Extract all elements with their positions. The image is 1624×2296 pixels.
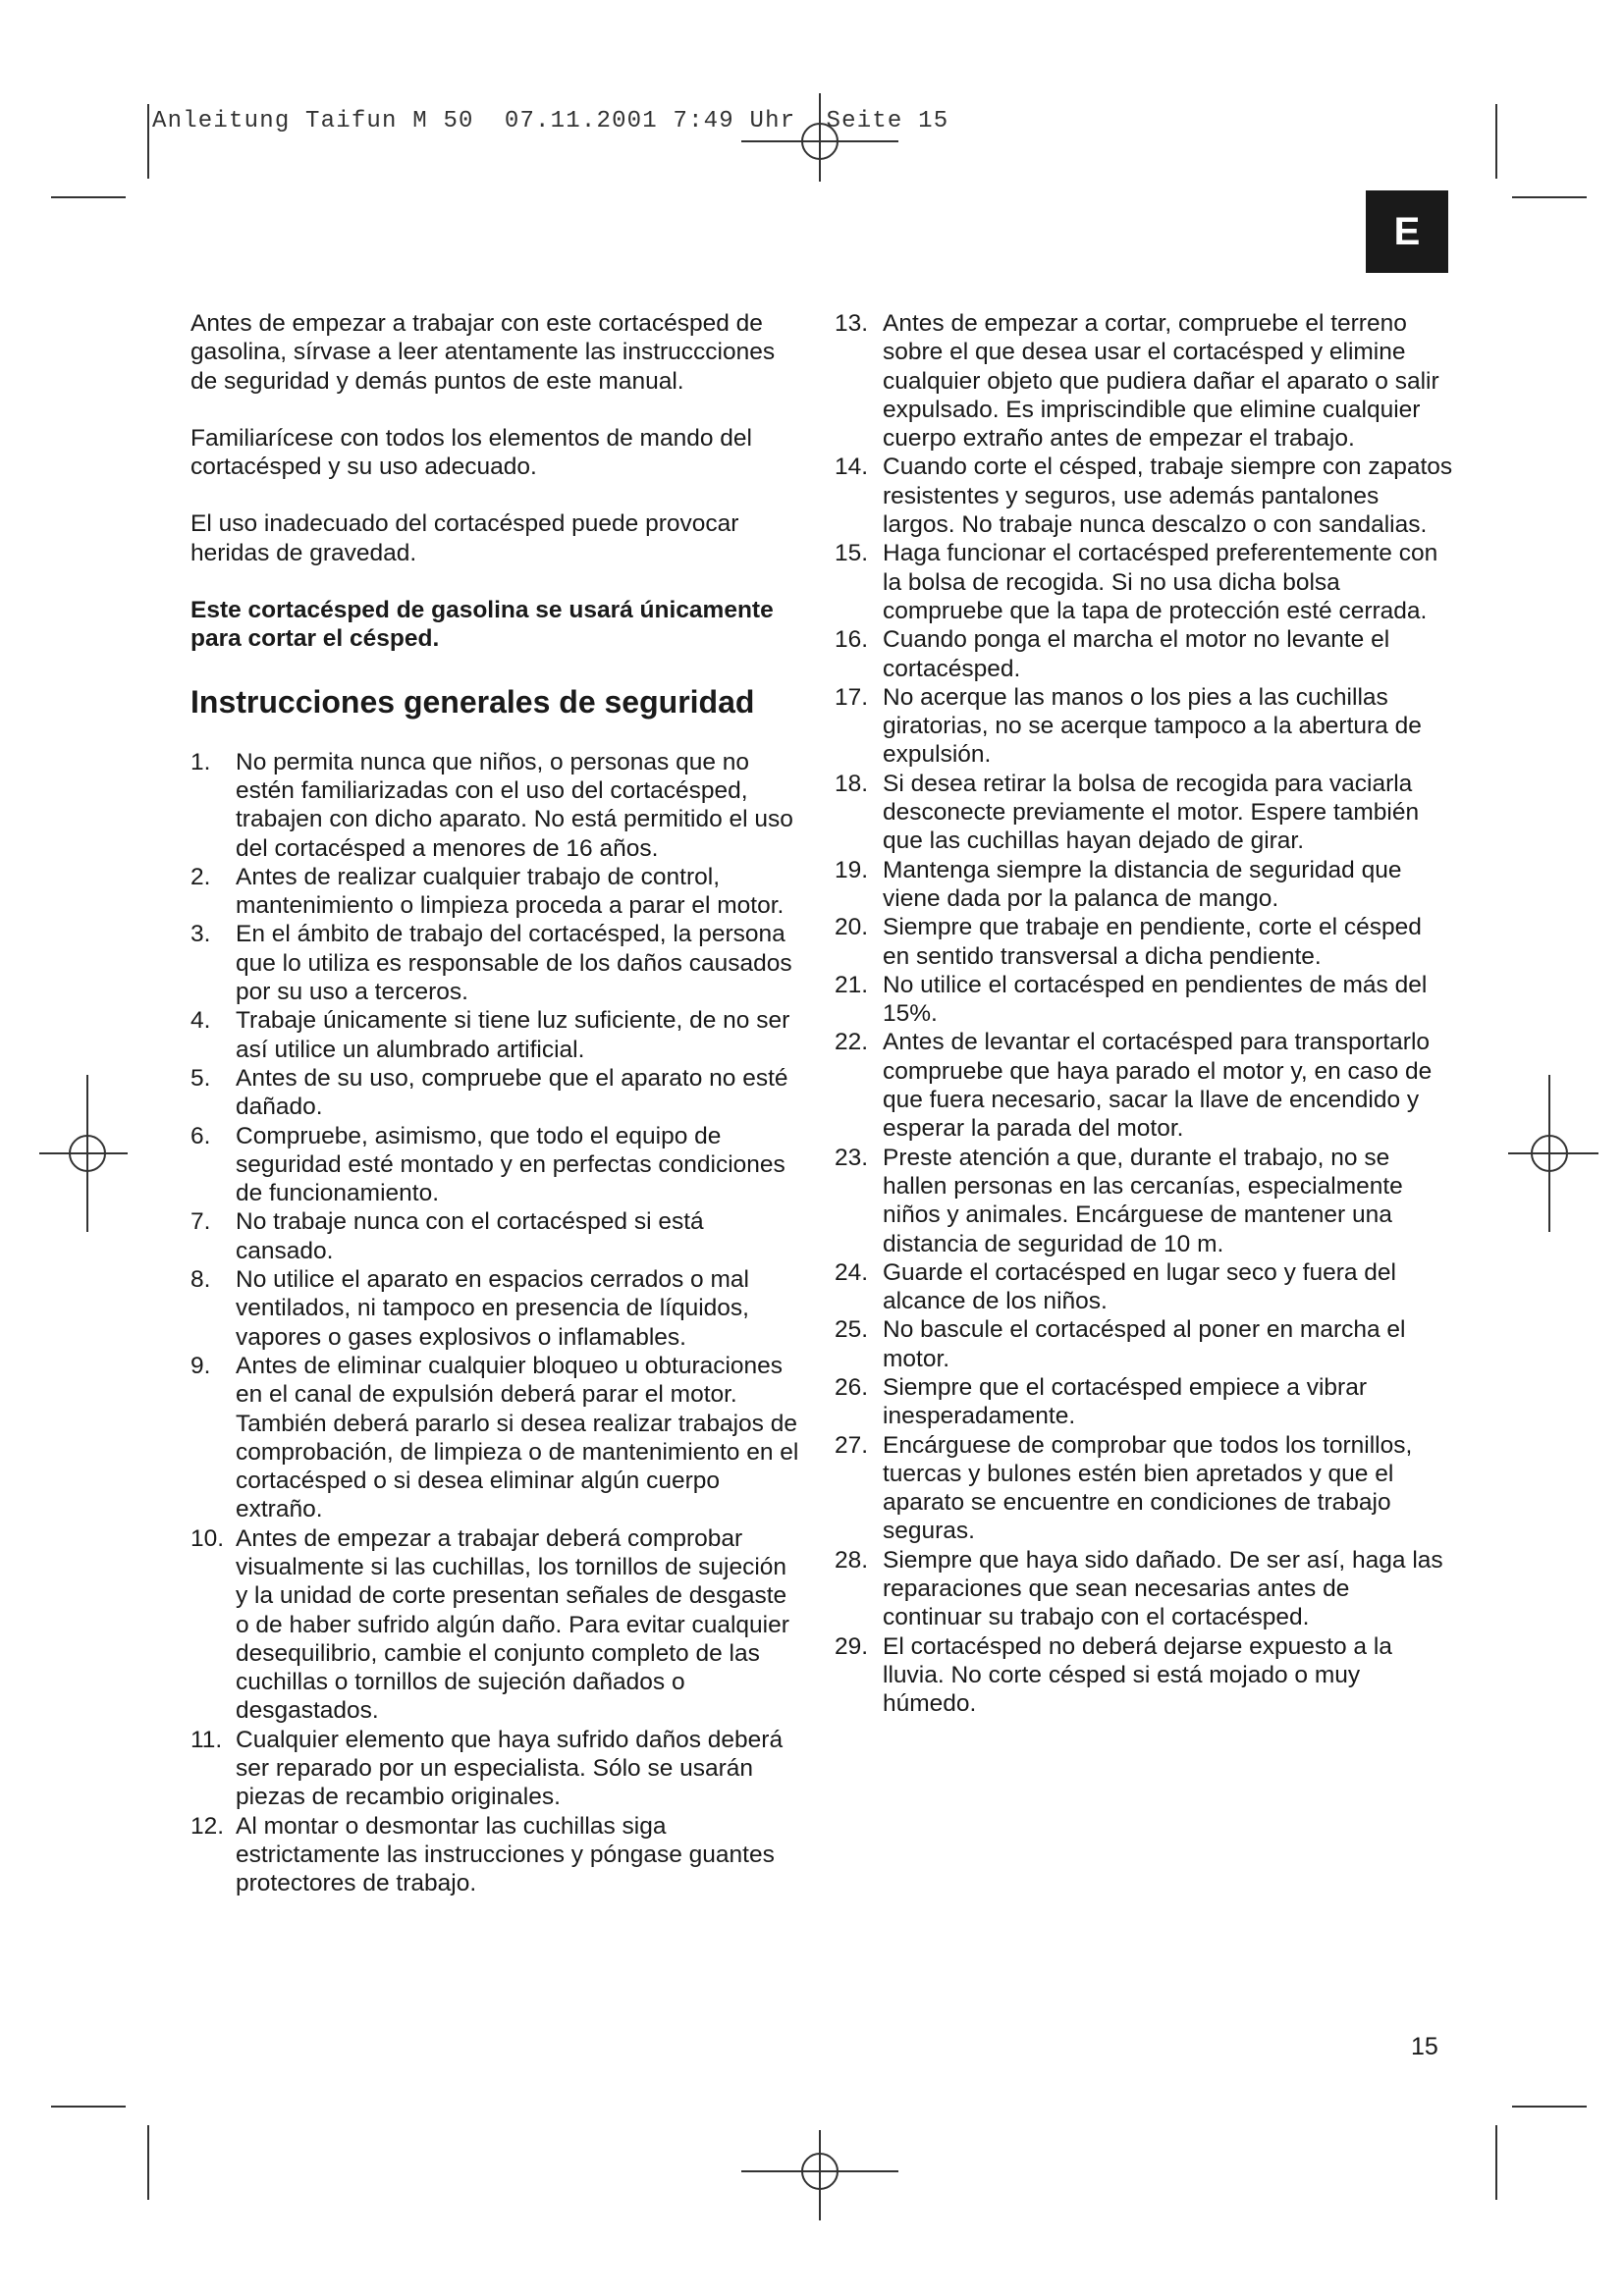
- rule-number: 7.: [190, 1208, 211, 1236]
- intro-paragraph: El uso inadecuado del cortacésped puede provocar heridas de gravedad.: [190, 510, 739, 566]
- rule-number: 22.: [835, 1029, 869, 1056]
- rule-text: Al montar o desmontar las cuchillas siga estrictamente las instrucciones y póngase guantes protectores de trabajo.: [236, 1812, 775, 1897]
- rule-text: En el ámbito de trabajo del cortacésped, la persona que lo utiliza es responsable de los daños causados por su uso a terceros.: [236, 921, 792, 1006]
- rule-text: Mantenga siempre la distancia de seguridad que viene dada por la palanca de mango.: [883, 856, 1402, 912]
- rule-number: 27.: [835, 1431, 869, 1459]
- safety-rule-item: [190, 1064, 799, 1122]
- rule-number: 18.: [835, 770, 869, 797]
- safety-rule-item: [190, 863, 799, 921]
- rule-number: 28.: [835, 1546, 869, 1574]
- page-number: 15: [1411, 2033, 1438, 2060]
- rule-text: Antes de realizar cualquier trabajo de control, mantenimiento o limpieza proceda a parar el motor.: [236, 863, 785, 920]
- rule-number: 9.: [190, 1352, 211, 1379]
- safety-rule-item: [835, 1632, 1453, 1719]
- rule-number: 5.: [190, 1064, 211, 1092]
- rule-text: Preste atención a que, durante el trabajo, no se hallen personas en las cercanías, especialmente niños y animales. Encárguese de mantener una distancia de seguridad de 10 m.: [883, 1144, 1403, 1257]
- safety-rule-item: [835, 539, 1453, 625]
- rule-number: 19.: [835, 856, 869, 883]
- rule-text: No permita nunca que niños, o personas que no estén familiarizadas con el uso del cortacésped, trabajen con dicho aparato. No está permitido el uso del cortacésped a menores de 16 años.: [236, 748, 793, 862]
- safety-rule-item: [835, 625, 1453, 683]
- safety-rules-list-left: [190, 748, 799, 1898]
- crop-mark: [1495, 104, 1497, 179]
- crop-mark: [147, 2125, 149, 2200]
- safety-rules-list-right: [835, 309, 1453, 1719]
- safety-rule-item: [835, 1431, 1453, 1546]
- rule-number: 12.: [190, 1812, 225, 1840]
- rule-number: 26.: [835, 1373, 869, 1401]
- safety-rule-item: [835, 1315, 1453, 1373]
- safety-rule-item: [835, 1028, 1453, 1143]
- safety-rule-item: [835, 913, 1453, 971]
- rule-number: 10.: [190, 1524, 225, 1552]
- rule-text: Haga funcionar el cortacésped preferentemente con la bolsa de recogida. Si no usa dicha bolsa compruebe que la tapa de protección esté cerrada.: [883, 540, 1438, 624]
- rule-text: Siempre que trabaje en pendiente, corte el césped en sentido transversal a dicha pendiente.: [883, 914, 1422, 970]
- intro-paragraph: Antes de empezar a trabajar con este cortacésped de gasolina, sírvase a leer atentamente las instruccciones de seguridad y demás puntos de este manual.: [190, 310, 776, 395]
- rule-number: 8.: [190, 1266, 211, 1294]
- safety-rule-item: [190, 1006, 799, 1064]
- safety-rule-item: [190, 1524, 799, 1726]
- section-title: Instrucciones generales de seguridad: [190, 683, 755, 720]
- rule-text: Trabaje únicamente si tiene luz suficiente, de no ser así utilice un alumbrado artificial.: [236, 1007, 790, 1063]
- rule-text: El cortacésped no deberá dejarse expuesto a la lluvia. No corte césped si está mojado o muy húmedo.: [883, 1632, 1392, 1718]
- rule-number: 13.: [835, 310, 869, 337]
- rule-number: 15.: [835, 540, 869, 567]
- safety-rule-item: [190, 1122, 799, 1208]
- rule-text: Compruebe, asimismo, que todo el equipo de seguridad esté montado y en perfectas condiciones de funcionamiento.: [236, 1122, 785, 1207]
- registration-mark-bottom: [741, 2122, 898, 2220]
- rule-number: 20.: [835, 914, 869, 941]
- rule-number: 21.: [835, 971, 869, 998]
- safety-rule-item: [835, 1144, 1453, 1258]
- safety-rule-item: [835, 971, 1453, 1029]
- safety-rule-item: [835, 1258, 1453, 1316]
- left-column: [190, 309, 799, 1898]
- crop-mark: [147, 104, 149, 179]
- safety-rule-item: [190, 920, 799, 1006]
- rule-number: 3.: [190, 921, 211, 948]
- registration-mark-right: [1500, 1075, 1598, 1232]
- rule-text: Cuando corte el césped, trabaje siempre con zapatos resistentes y seguros, use además pantalones largos. No trabaje nunca descalzo o con sandalias.: [883, 454, 1453, 539]
- rule-number: 23.: [835, 1144, 869, 1171]
- safety-rule-item: [190, 1265, 799, 1352]
- safety-rule-item: [835, 1546, 1453, 1632]
- intro-paragraph: Familiarícese con todos los elementos de mando del cortacésped y su uso adecuado.: [190, 424, 752, 481]
- safety-rule-item: [835, 309, 1453, 453]
- right-column: [835, 309, 1453, 1719]
- crop-mark: [1512, 2106, 1587, 2108]
- language-tab: E: [1366, 190, 1448, 273]
- rule-text: Cualquier elemento que haya sufrido daños deberá ser reparado por un especialista. Sólo se usarán piezas de recambio originales.: [236, 1726, 784, 1811]
- rule-number: 16.: [835, 626, 869, 654]
- rule-number: 1.: [190, 748, 211, 775]
- rule-text: Guarde el cortacésped en lugar seco y fuera del alcance de los niños.: [883, 1258, 1396, 1315]
- rule-number: 17.: [835, 683, 869, 711]
- print-slug-header: Anleitung Taifun M 50 07.11.2001 7:49 Uhr Seite 15: [152, 108, 949, 134]
- safety-rule-item: [835, 856, 1453, 914]
- rule-number: 4.: [190, 1007, 211, 1035]
- rule-number: 24.: [835, 1258, 869, 1286]
- crop-mark: [51, 196, 126, 198]
- rule-text: Siempre que el cortacésped empiece a vibrar inesperadamente.: [883, 1373, 1367, 1430]
- rule-text: Encárguese de comprobar que todos los tornillos, tuercas y bulones estén bien apretados y que el aparato se encuentre en condiciones de trabajo seguras.: [883, 1431, 1413, 1545]
- safety-rule-item: [835, 770, 1453, 856]
- rule-number: 14.: [835, 454, 869, 481]
- registration-mark-left: [39, 1075, 137, 1232]
- crop-mark: [1495, 2125, 1497, 2200]
- rule-text: Antes de eliminar cualquier bloqueo u obturaciones en el canal de expulsión deberá parar el motor. También deberá pararlo si desea realizar trabajos de comprobación, de limpieza o de mantenimiento en el cortacésped o si desea eliminar algún cuerpo extraño.: [236, 1352, 799, 1523]
- rule-number: 29.: [835, 1632, 869, 1660]
- rule-text: Si desea retirar la bolsa de recogida para vaciarla desconecte previamente el motor. Espere también que las cuchillas hayan dejado de girar.: [883, 770, 1420, 855]
- safety-rule-item: [190, 1812, 799, 1898]
- safety-rule-item: [190, 1207, 799, 1265]
- safety-rule-item: [835, 1373, 1453, 1431]
- rule-number: 11.: [190, 1726, 223, 1753]
- safety-rule-item: [835, 683, 1453, 770]
- rule-text: No bascule el cortacésped al poner en marcha el motor.: [883, 1316, 1406, 1372]
- rule-text: Antes de su uso, compruebe que el aparato no esté dañado.: [236, 1064, 788, 1121]
- safety-rule-item: [190, 748, 799, 863]
- crop-mark: [1512, 196, 1587, 198]
- rule-number: 6.: [190, 1122, 211, 1149]
- rule-text: Antes de empezar a trabajar deberá comprobar visualmente si las cuchillas, los tornillos de sujeción y la unidad de corte presentan señales de desgaste o de haber sufrido algún daño. Para evitar cualquier desequilibrio, cambie el conjunto completo de las cuchillas o tornillos de sujeción dañados o desgastados.: [236, 1524, 789, 1725]
- safety-rule-item: [190, 1352, 799, 1524]
- intro-bold-paragraph: Este cortacésped de gasolina se usará únicamente para cortar el césped.: [190, 597, 774, 653]
- rule-text: No utilice el cortacésped en pendientes de más del 15%.: [883, 971, 1428, 1028]
- rule-text: No acerque las manos o los pies a las cuchillas giratorias, no se acerque tampoco a la abertura de expulsión.: [883, 683, 1422, 769]
- rule-text: No utilice el aparato en espacios cerrados o mal ventilados, ni tampoco en presencia de líquidos, vapores o gases explosivos o inflamables.: [236, 1266, 749, 1351]
- rule-text: Antes de empezar a cortar, compruebe el terreno sobre el que desea usar el cortacésped y elimine cualquier objeto que pudiera dañar el aparato o salir expulsado. Es impriscindible que elimine cualquier cuerpo extraño antes de empezar el trabajo.: [883, 310, 1439, 453]
- crop-mark: [51, 2106, 126, 2108]
- safety-rule-item: [190, 1726, 799, 1812]
- rule-text: No trabaje nunca con el cortacésped si está cansado.: [236, 1208, 704, 1264]
- rule-text: Siempre que haya sido dañado. De ser así, haga las reparaciones que sean necesarias antes de continuar su trabajo con el cortacésped.: [883, 1546, 1443, 1631]
- rule-number: 25.: [835, 1316, 869, 1344]
- rule-text: Antes de levantar el cortacésped para transportarlo compruebe que haya parado el motor y, en caso de que fuera necesario, sacar la llave de encendido y esperar la parada del motor.: [883, 1029, 1433, 1143]
- safety-rule-item: [835, 453, 1453, 539]
- rule-number: 2.: [190, 863, 211, 890]
- rule-text: Cuando ponga el marcha el motor no levante el cortacésped.: [883, 626, 1390, 682]
